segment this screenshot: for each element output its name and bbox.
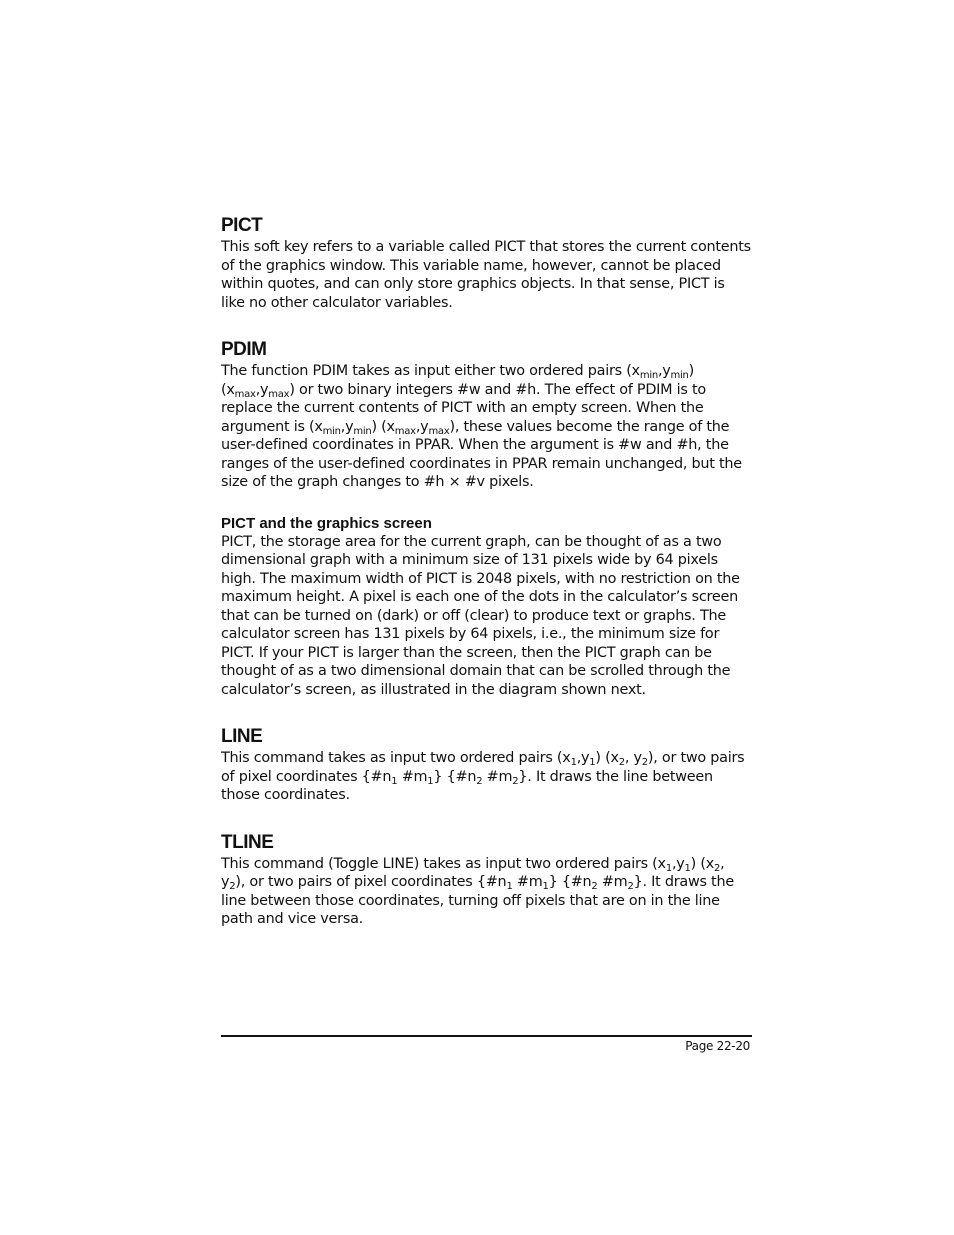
text: }. It draws the line between those coordinates, turning off pixels that are on in the line path and vice versa.: [221, 874, 734, 927]
subscript: 2: [641, 757, 648, 768]
subscript: min: [639, 370, 658, 381]
subscript: min: [322, 425, 341, 437]
text: ), or two pairs of pixel coordinates {#n: [235, 874, 507, 890]
text: #m: [512, 874, 543, 890]
subscript: 2: [512, 775, 519, 787]
text: ,y: [340, 418, 354, 435]
subscript: 1: [665, 862, 672, 874]
subsection-body: PICT, the storage area for the current graph, can be thought of as a two dimensional graph with a minimum size of 131 pixels wide by 64 pixels high. The maximum width of PICT is 2048 pixels, with no restriction on the maximum height. A pixel is each one of the dots in the calculator’s screen that can be turned on (dark) or off (clear) to produce text or graphs. The calculator screen has 131 pixels by 64 pixels, i.e., the minimum size for PICT. If your PICT is larger than the screen, then the PICT graph can be thought of as a two dimensional domain that can be scrolled through the calculator’s screen, as illustrated in the diagram shown next.: [221, 533, 740, 698]
text: } {#n: [548, 874, 592, 890]
subscript: max: [268, 388, 290, 400]
text: This command (Toggle LINE) takes as input two ordered pairs (x: [221, 855, 666, 872]
text: #m: [597, 874, 628, 890]
text: ,y: [657, 363, 671, 379]
subscript: max: [428, 425, 450, 437]
subscript: max: [394, 425, 416, 437]
subscript: 1: [506, 881, 513, 892]
page-content: [221, 214, 751, 929]
text: }. It draws the line between those coordinates.: [221, 768, 713, 803]
section-body-pict: This soft key refers to a variable called PICT that stores the current contents of the graphics window. This variable name, however, cannot be placed within quotes, and can only store graphics objects. In that sense, PICT is like no other calculator variables.: [221, 239, 751, 311]
text: , y: [624, 750, 642, 766]
subsection-heading: PICT and the graphics screen: [221, 514, 432, 532]
subscript: min: [670, 370, 689, 381]
text: ) or two binary integers #w and #h. The effect of PDIM is to replace the current contents of PICT with an empty screen. When the argument is (x: [221, 381, 706, 435]
subscript: 1: [589, 757, 596, 768]
text: ) (x: [221, 363, 695, 398]
section-heading-pict: PICT: [221, 215, 263, 236]
text: The function PDIM takes as input either two ordered pairs (x: [221, 363, 640, 379]
text: ,y: [576, 750, 590, 766]
subscript: 2: [627, 881, 634, 892]
section-pdim: [221, 338, 751, 492]
text: ) (x: [595, 750, 619, 766]
text: #m: [397, 768, 428, 785]
subscript: 1: [542, 881, 549, 892]
section-tline: [221, 831, 751, 929]
subscript: 2: [714, 862, 721, 874]
section-pict-graphics-screen: [221, 514, 751, 700]
subscript: 1: [391, 775, 398, 787]
text: ) (x: [690, 855, 714, 872]
text: This command takes as input two ordered pairs (x: [221, 750, 571, 766]
page-number: Page 22-20: [685, 1039, 750, 1053]
text: ) (x: [371, 418, 395, 435]
subscript: 1: [570, 757, 577, 768]
text: , y: [221, 855, 725, 890]
subscript: 2: [591, 881, 598, 892]
section-heading-line: LINE: [221, 726, 263, 747]
section-body-line: [221, 749, 751, 805]
text: ,y: [671, 855, 685, 872]
text: ), these values become the range of the user-defined coordinates in PPAR. When the argument is #w and #h, the ranges of the user-defined coordinates in PPAR remain unchanged, but the size of the graph changes to #h × #v pixels.: [221, 418, 742, 490]
subscript: 1: [427, 775, 434, 787]
section-heading-pdim: PDIM: [221, 339, 267, 360]
section-pict: [221, 214, 751, 312]
subscript: 2: [476, 775, 483, 787]
subscript: max: [234, 388, 256, 400]
section-line: [221, 725, 751, 805]
text: } {#n: [433, 768, 477, 785]
subscript: 1: [684, 862, 691, 874]
footer-rule: [221, 1035, 752, 1037]
text: #m: [482, 768, 513, 785]
section-body-tline: [221, 855, 751, 929]
text: ,y: [415, 418, 429, 435]
text: ,y: [255, 381, 269, 398]
text: ), or two pairs of pixel coordinates {#n: [221, 750, 745, 785]
subscript: 2: [618, 757, 625, 768]
subscript: 2: [229, 881, 236, 892]
section-body-pdim: [221, 362, 751, 492]
subscript: min: [353, 425, 372, 437]
section-heading-tline: TLINE: [221, 831, 274, 853]
